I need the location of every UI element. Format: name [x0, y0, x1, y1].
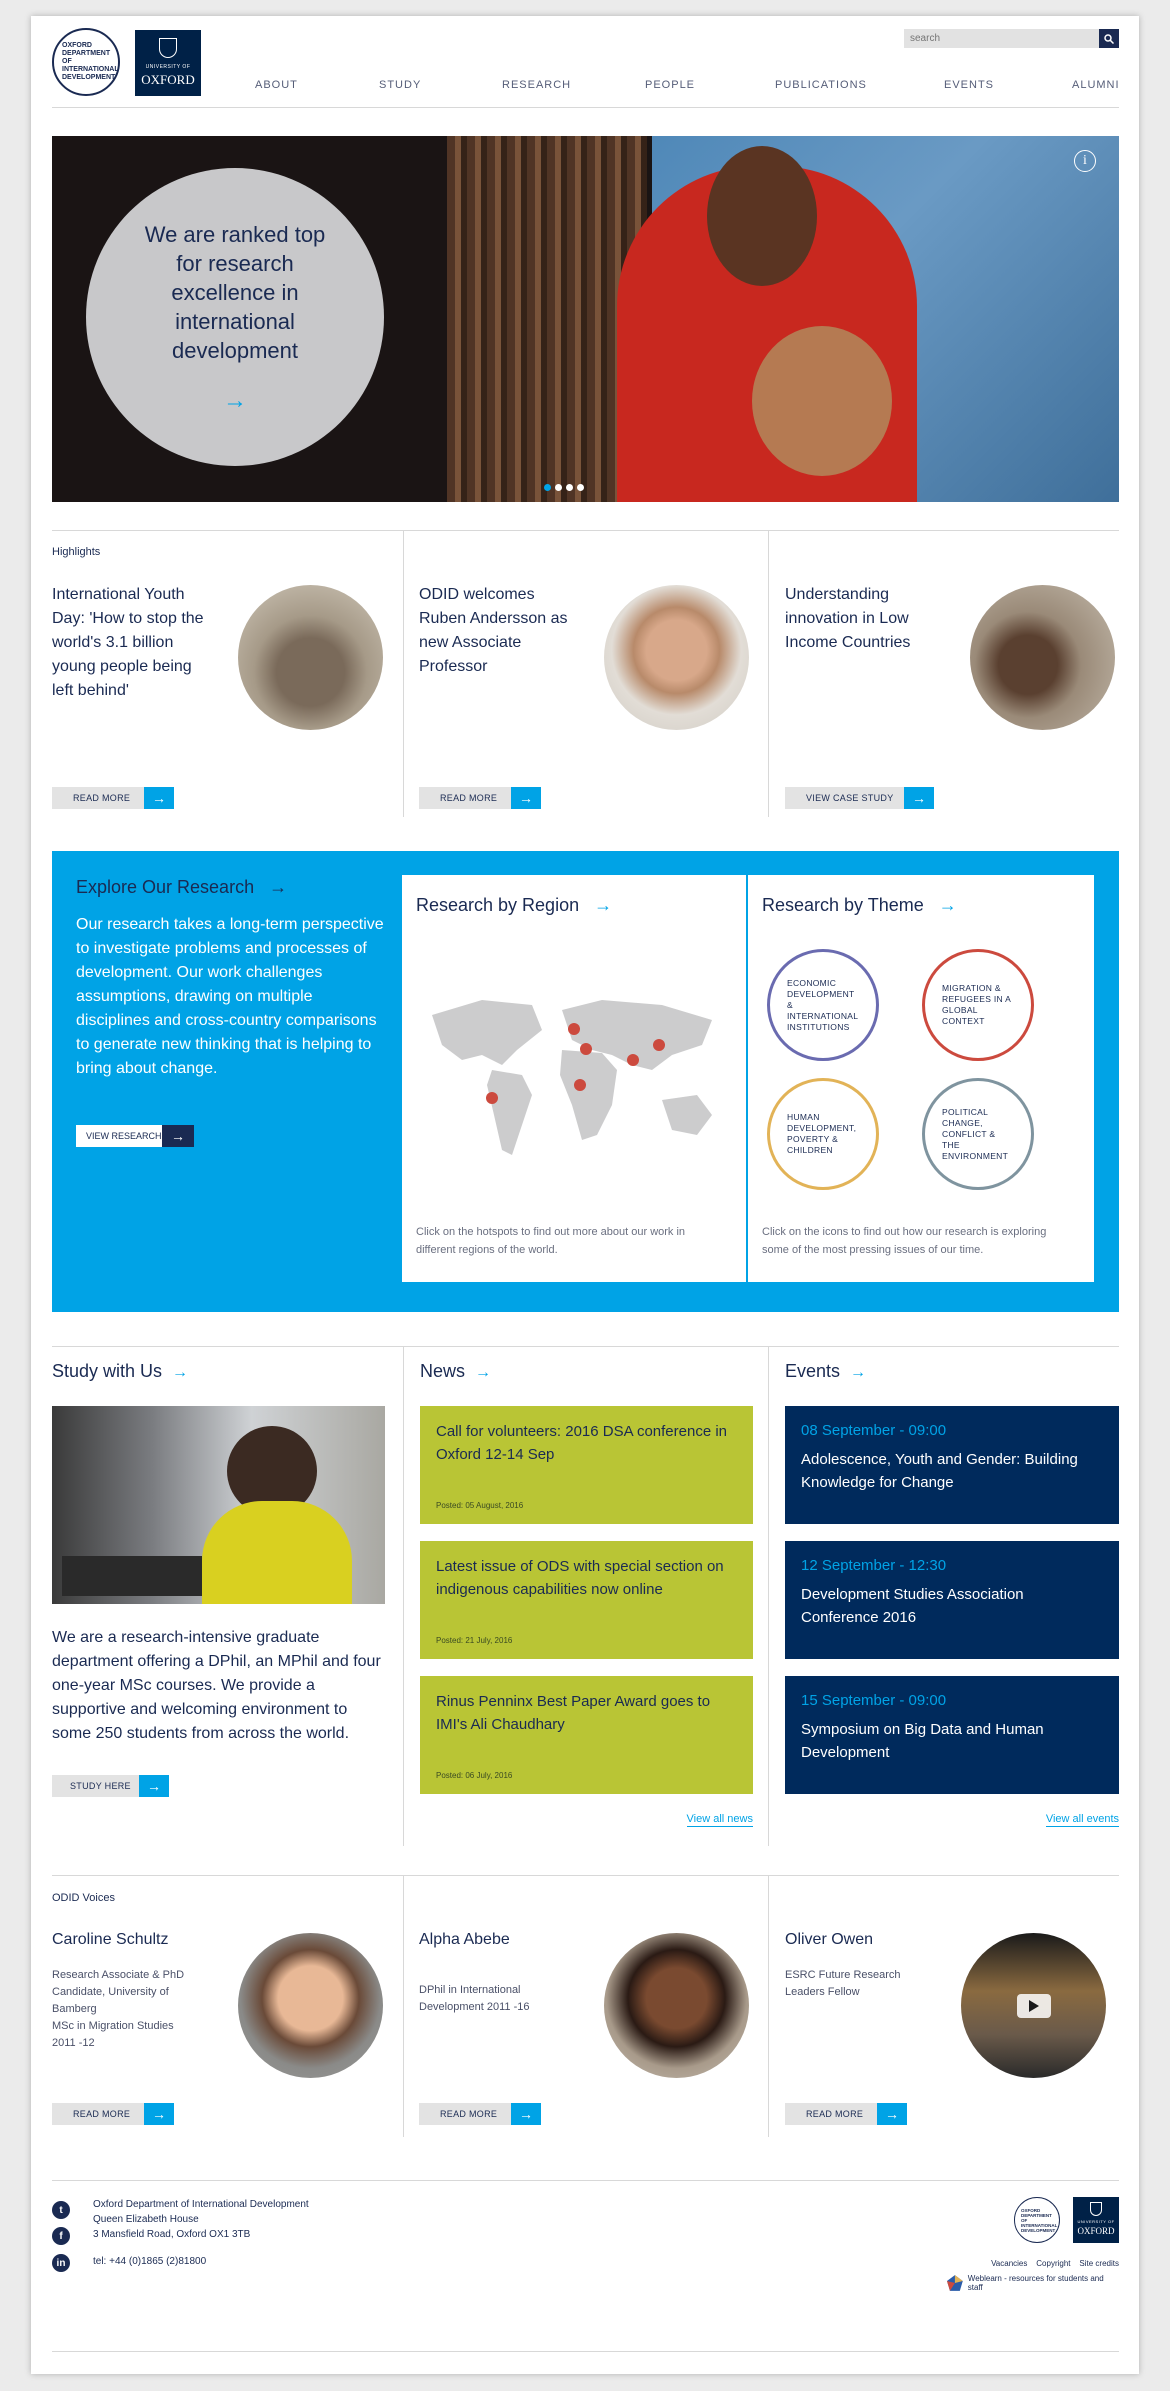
arrow-right-icon: →	[511, 2103, 541, 2125]
carousel-dots	[544, 478, 588, 496]
hero-carousel[interactable]	[52, 136, 1119, 502]
button-label: READ MORE	[52, 2103, 144, 2125]
hero-image-baby	[752, 326, 892, 476]
theme-human-development[interactable]	[767, 1078, 879, 1190]
nav-publications[interactable]: PUBLICATIONS	[775, 79, 867, 91]
events-title[interactable]	[785, 1361, 866, 1382]
view-case-study-button[interactable]	[785, 787, 934, 809]
footer-bottom-divider	[52, 2351, 1119, 2352]
footer-odid-logo[interactable]	[1014, 2197, 1060, 2243]
weblearn-text: Weblearn - resources for students and staff	[967, 2274, 1104, 2292]
nav-study[interactable]: STUDY	[379, 79, 422, 91]
hero-headline-circle[interactable]	[86, 168, 384, 466]
theme-label: ECONOMIC DEVELOPMENT & INTERNATIONAL INSTITUTIONS	[787, 977, 858, 1032]
theme-label: HUMAN DEVELOPMENT, POVERTY & CHILDREN	[787, 1112, 857, 1155]
event-date: 15 September - 09:00	[801, 1692, 947, 1709]
voice-image-1[interactable]	[238, 1933, 383, 2078]
voices-divider-2	[768, 1875, 769, 2137]
weblearn-icon	[946, 2274, 964, 2292]
main-nav	[255, 79, 1139, 95]
news-item-date: Posted: 05 August, 2016	[436, 1501, 524, 1510]
facebook-icon[interactable]: f	[52, 2227, 70, 2245]
research-by-region-panel	[402, 875, 746, 1282]
button-label: READ MORE	[52, 787, 144, 809]
button-label: STUDY HERE	[52, 1775, 139, 1797]
highlight-image-3[interactable]	[970, 585, 1115, 730]
event-item-2[interactable]	[785, 1541, 1119, 1659]
study-image-body	[202, 1501, 352, 1604]
address-line-2: Queen Elizabeth House	[93, 2214, 199, 2225]
voice-read-more-1[interactable]	[52, 2103, 174, 2125]
highlight-title-3[interactable]: Understanding innovation in Low Income Countries	[785, 586, 911, 651]
carousel-dot-3[interactable]	[566, 484, 573, 491]
news-item-title: Rinus Penninx Best Paper Award goes to IMI's Ali Chaudhary	[436, 1693, 711, 1733]
research-section	[52, 851, 1119, 1312]
view-all-news-wrap	[639, 1809, 753, 1827]
nav-alumni[interactable]: ALUMNI	[1072, 79, 1120, 91]
voices-label: ODID Voices	[52, 1892, 115, 1904]
footer-address	[93, 2197, 309, 2242]
odid-logo[interactable]	[52, 28, 120, 96]
hotspot-latin-america[interactable]	[486, 1092, 498, 1104]
carousel-dot-1[interactable]	[544, 484, 551, 491]
theme-label: POLITICAL CHANGE, CONFLICT & THE ENVIRONMENT	[942, 1106, 1009, 1161]
study-divider	[52, 1346, 1119, 1347]
news-item-2[interactable]	[420, 1541, 753, 1659]
button-label: VIEW CASE STUDY	[785, 787, 904, 809]
address-line-3: 3 Mansfield Road, Oxford OX1 3TB	[93, 2229, 251, 2240]
arrow-right-icon: →	[269, 877, 288, 897]
study-title[interactable]	[52, 1361, 188, 1382]
linkedin-icon[interactable]: in	[52, 2254, 70, 2272]
news-item-date: Posted: 21 July, 2016	[436, 1636, 513, 1645]
hotspot-europe[interactable]	[568, 1023, 580, 1035]
carousel-dot-2[interactable]	[555, 484, 562, 491]
research-text: Our research takes a long-term perspective to investigate problems and processes of development. Our work challenges assumptions, drawing on multiple disciplines and cross-country comparisons to generate new thinking that is helping to bring about change.	[76, 916, 384, 1077]
search-button[interactable]	[1099, 29, 1119, 48]
voice-text-2: DPhil in International Development 2011 -16	[419, 1984, 530, 2013]
event-date: 12 September - 12:30	[801, 1557, 947, 1574]
hero-divider	[52, 530, 1119, 531]
voice-name-2[interactable]: Alpha Abebe	[419, 1931, 510, 1948]
hotspot-africa[interactable]	[574, 1079, 586, 1091]
news-item-3[interactable]	[420, 1676, 753, 1794]
highlight-image-1[interactable]	[238, 585, 383, 730]
arrow-right-icon: →	[144, 787, 174, 809]
oxford-logo[interactable]	[135, 30, 201, 96]
voices-divider-1	[403, 1875, 404, 2137]
voice-read-more-3[interactable]	[785, 2103, 907, 2125]
read-more-button-1[interactable]	[52, 787, 174, 809]
news-item-1[interactable]	[420, 1406, 753, 1524]
nav-people[interactable]: PEOPLE	[645, 79, 696, 91]
address-line-1: Oxford Department of International Development	[93, 2199, 309, 2210]
odid-logo-text: OXFORD DEPARTMENT OF INTERNATIONAL DEVELOPMENT	[62, 42, 119, 81]
arrow-right-icon: →	[877, 2103, 907, 2125]
button-label: READ MORE	[785, 2103, 877, 2125]
arrow-right-icon: →	[850, 1364, 867, 1381]
hotspot-south-asia[interactable]	[627, 1054, 639, 1066]
footer-odid-logo-text: OXFORD DEPARTMENT OF INTERNATIONAL DEVELOPMENT	[1021, 2207, 1058, 2233]
region-title-text: Research by Region	[416, 895, 580, 915]
voice-video-3[interactable]	[961, 1933, 1106, 2078]
news-item-title: Call for volunteers: 2016 DSA conference in Oxford 12-14 Sep	[436, 1423, 727, 1463]
voice-name-3[interactable]: Oliver Owen	[785, 1931, 874, 1948]
oxford-logo-big-text: OXFORD	[141, 72, 195, 87]
view-all-events-link[interactable]: View all events	[1045, 1813, 1119, 1825]
study-image	[52, 1406, 385, 1604]
view-all-news-link[interactable]: View all news	[686, 1813, 753, 1825]
footer-links	[978, 2259, 1119, 2268]
footer-oxford-crest-icon	[1090, 2202, 1102, 2216]
voice-text-1: Research Associate & PhD Candidate, University of Bamberg	[52, 1969, 185, 2015]
search-input[interactable]	[904, 29, 1099, 48]
view-all-events-wrap	[999, 1809, 1119, 1827]
hero-image-face	[707, 146, 817, 286]
footer-link-copyright[interactable]: Copyright	[1036, 2259, 1071, 2268]
arrow-right-icon: →	[938, 895, 957, 915]
hotspot-east-asia[interactable]	[653, 1039, 665, 1051]
arrow-right-icon: →	[904, 787, 934, 809]
voice-text-3: ESRC Future Research Leaders Fellow	[785, 1969, 901, 1998]
arrow-right-icon: →	[475, 1364, 492, 1381]
region-caption: Click on the hotspots to find out more about our work in different regions of the world.	[416, 1226, 686, 1256]
theme-label: MIGRATION & REFUGEES IN A GLOBAL CONTEXT	[942, 983, 1011, 1026]
play-triangle-icon	[1029, 2000, 1039, 2012]
world-map[interactable]	[422, 975, 722, 1175]
event-title: Adolescence, Youth and Gender: Building Knowledge for Change	[801, 1451, 1078, 1491]
highlights-divider-2	[768, 530, 769, 817]
hotspot-middle-east[interactable]	[580, 1043, 592, 1055]
research-by-theme-panel	[748, 875, 1094, 1282]
arrow-right-icon: →	[144, 2103, 174, 2125]
voice-image-2[interactable]	[604, 1933, 749, 2078]
research-by-theme-title[interactable]	[762, 895, 957, 916]
event-item-3[interactable]	[785, 1676, 1119, 1794]
study-here-button[interactable]	[52, 1775, 169, 1797]
arrow-right-icon: →	[511, 787, 541, 809]
play-icon[interactable]	[1017, 1994, 1051, 2018]
highlight-title-2[interactable]: ODID welcomes Ruben Andersson as new Associate Professor	[419, 586, 568, 675]
arrow-right-icon: →	[172, 1364, 189, 1381]
footer-link-vacancies[interactable]: Vacancies	[991, 2259, 1028, 2268]
voice-read-more-2[interactable]	[419, 2103, 541, 2125]
arrow-right-icon: →	[162, 1125, 194, 1147]
twitter-icon[interactable]: t	[52, 2201, 70, 2219]
event-title: Symposium on Big Data and Human Development	[801, 1721, 1044, 1761]
research-by-region-title[interactable]	[416, 895, 612, 916]
news-item-date: Posted: 06 July, 2016	[436, 1771, 513, 1780]
search-icon	[1104, 34, 1114, 44]
study-text: We are a research-intensive graduate department offering a DPhil, an MPhil and four one-year MSc courses. We provide a supportive and welcoming environment to some 250 students from across the world.	[52, 1629, 381, 1742]
event-title: Development Studies Association Conference 2016	[801, 1586, 1024, 1626]
research-title-text: Explore Our Research	[76, 877, 255, 897]
highlights-label: Highlights	[52, 546, 101, 558]
study-title-text: Study with Us	[52, 1361, 163, 1381]
theme-political-change[interactable]	[922, 1078, 1034, 1190]
research-title[interactable]	[76, 877, 287, 898]
view-research-button[interactable]	[76, 1125, 194, 1147]
button-label: READ MORE	[419, 787, 511, 809]
nav-events[interactable]: EVENTS	[944, 79, 995, 91]
nav-research[interactable]: RESEARCH	[502, 79, 572, 91]
arrow-right-icon: →	[139, 1775, 169, 1797]
highlights-divider-1	[403, 530, 404, 817]
voice-text-1b: MSc in Migration Studies 2011 -12	[52, 2020, 174, 2049]
read-more-button-2[interactable]	[419, 787, 541, 809]
theme-economic-development[interactable]	[767, 949, 879, 1061]
news-title-text: News	[420, 1361, 466, 1381]
nav-about[interactable]: ABOUT	[255, 79, 298, 91]
button-label: VIEW RESEARCH	[76, 1125, 162, 1147]
theme-caption: Click on the icons to find out how our research is exploring some of the most pressing issues of our time.	[762, 1226, 1047, 1256]
news-title[interactable]	[420, 1361, 491, 1382]
news-events-divider	[768, 1346, 769, 1846]
voices-divider	[52, 1875, 1119, 1876]
hero-headline: We are ranked top for research excellence in international development	[144, 221, 326, 363]
event-item-1[interactable]	[785, 1406, 1119, 1524]
highlight-title-1[interactable]: International Youth Day: 'How to stop the world's 3.1 billion young people being left behind'	[52, 586, 204, 699]
events-title-text: Events	[785, 1361, 841, 1381]
event-date: 08 September - 09:00	[801, 1422, 947, 1439]
theme-title-text: Research by Theme	[762, 895, 924, 915]
footer-oxford-big-text: OXFORD	[1077, 2226, 1115, 2236]
study-image-keyboard	[62, 1556, 202, 1596]
theme-migration-refugees[interactable]	[922, 949, 1034, 1061]
footer-oxford-logo[interactable]	[1073, 2197, 1119, 2243]
arrow-right-icon: →	[594, 895, 613, 915]
carousel-dot-4[interactable]	[577, 484, 584, 491]
highlight-image-2[interactable]	[604, 585, 749, 730]
info-icon[interactable]: i	[1074, 150, 1096, 172]
oxford-crest-icon	[159, 38, 177, 58]
arrow-right-icon[interactable]: →	[223, 386, 247, 414]
footer-oxford-small-text: UNIVERSITY OF	[1077, 2219, 1115, 2224]
footer-weblearn[interactable]	[946, 2274, 1119, 2292]
study-news-divider	[403, 1346, 404, 1846]
footer-tel: tel: +44 (0)1865 (2)81800	[93, 2256, 207, 2267]
page	[31, 16, 1139, 2374]
button-label: READ MORE	[419, 2103, 511, 2125]
footer-divider	[52, 2180, 1119, 2181]
voice-name-1[interactable]: Caroline Schultz	[52, 1931, 169, 1948]
news-item-title: Latest issue of ODS with special section on indigenous capabilities now online	[436, 1558, 724, 1598]
oxford-logo-small-text: UNIVERSITY OF	[145, 64, 191, 70]
footer-link-site-credits[interactable]: Site credits	[1079, 2259, 1119, 2268]
header-divider	[52, 107, 1119, 108]
